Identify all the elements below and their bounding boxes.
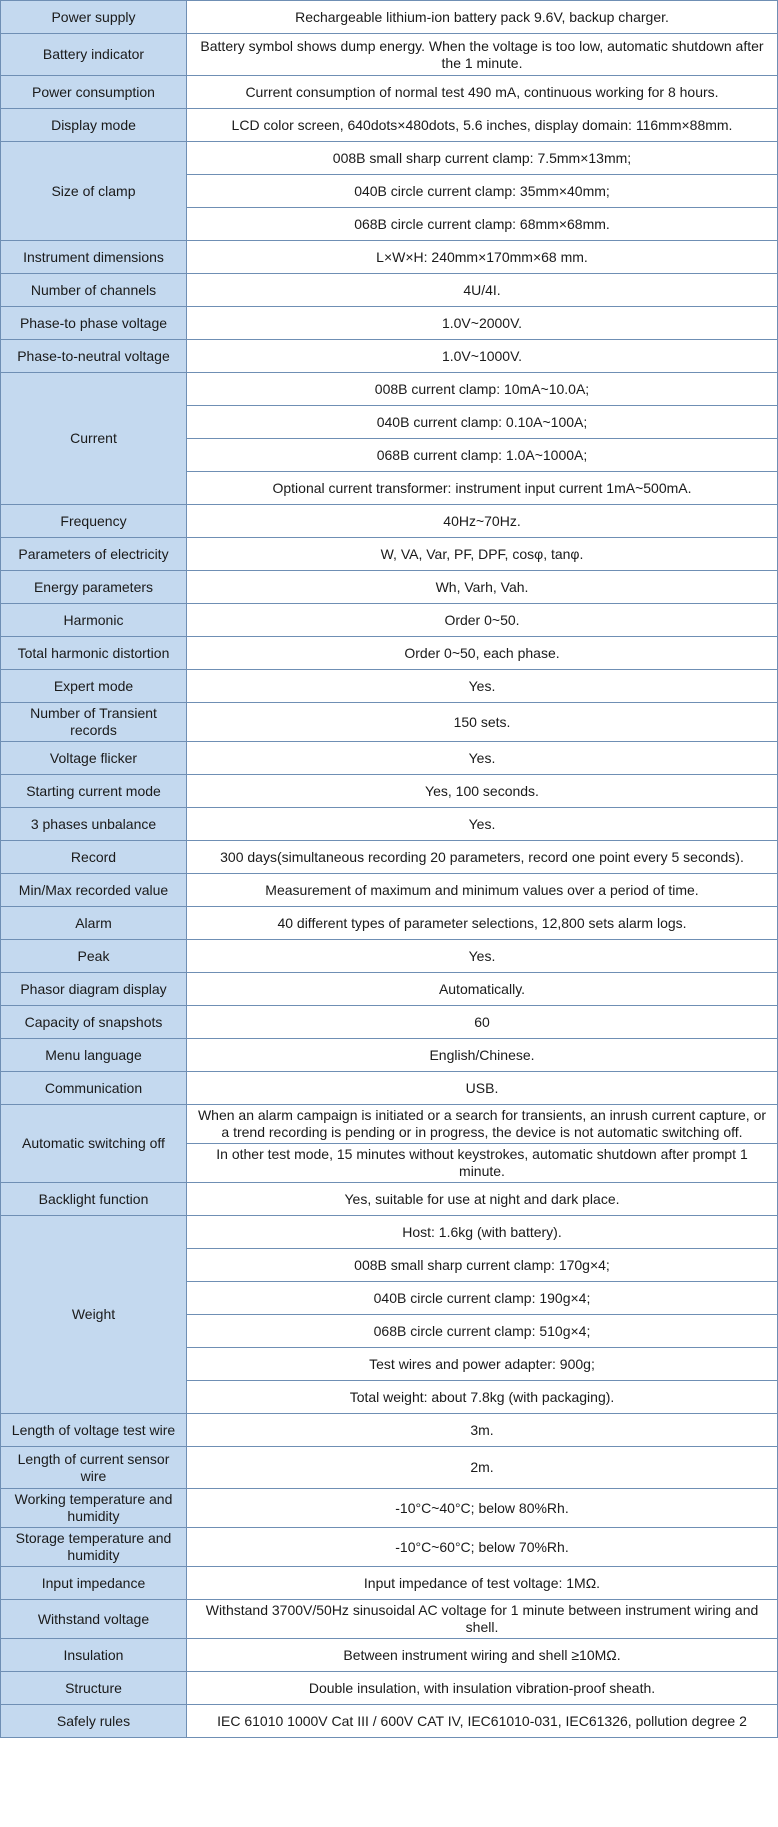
spec-label: Starting current mode	[1, 775, 187, 808]
spec-value: Measurement of maximum and minimum values over a period of time.	[187, 874, 778, 907]
spec-row	[1, 1489, 778, 1528]
spec-label: Total harmonic distortion	[1, 637, 187, 670]
spec-value: Rechargeable lithium-ion battery pack 9.6V, backup charger.	[187, 1, 778, 34]
spec-value: English/Chinese.	[187, 1039, 778, 1072]
spec-row	[1, 1639, 778, 1672]
spec-value: Automatically.	[187, 973, 778, 1006]
spec-label: Capacity of snapshots	[1, 1006, 187, 1039]
spec-value: 4U/4I.	[187, 274, 778, 307]
spec-row	[1, 1528, 778, 1567]
spec-label: Number of Transient records	[1, 703, 187, 742]
spec-label: Battery indicator	[1, 34, 187, 76]
spec-label: Power supply	[1, 1, 187, 34]
spec-value: W, VA, Var, PF, DPF, cosφ, tanφ.	[187, 538, 778, 571]
spec-value: Order 0~50, each phase.	[187, 637, 778, 670]
spec-row	[1, 1, 778, 34]
spec-value: 60	[187, 1006, 778, 1039]
spec-label: 3 phases unbalance	[1, 808, 187, 841]
spec-value: 008B small sharp current clamp: 170g×4;	[187, 1249, 778, 1282]
spec-row	[1, 1705, 778, 1738]
spec-row	[1, 907, 778, 940]
spec-row	[1, 1216, 778, 1249]
spec-value: 40 different types of parameter selections, 12,800 sets alarm logs.	[187, 907, 778, 940]
spec-row	[1, 538, 778, 571]
spec-label: Power consumption	[1, 76, 187, 109]
spec-label: Phasor diagram display	[1, 973, 187, 1006]
spec-row	[1, 940, 778, 973]
spec-row	[1, 1006, 778, 1039]
spec-label: Size of clamp	[1, 142, 187, 241]
spec-value: Between instrument wiring and shell ≥10MΩ.	[187, 1639, 778, 1672]
spec-row	[1, 775, 778, 808]
spec-row	[1, 307, 778, 340]
spec-value: LCD color screen, 640dots×480dots, 5.6 inches, display domain: 116mm×88mm.	[187, 109, 778, 142]
spec-value: -10°C~60°C; below 70%Rh.	[187, 1528, 778, 1567]
spec-row	[1, 1672, 778, 1705]
spec-value: L×W×H: 240mm×170mm×68 mm.	[187, 241, 778, 274]
spec-value: Yes.	[187, 742, 778, 775]
spec-value: 008B small sharp current clamp: 7.5mm×13mm;	[187, 142, 778, 175]
spec-row	[1, 874, 778, 907]
spec-value: Double insulation, with insulation vibration-proof sheath.	[187, 1672, 778, 1705]
spec-label: Withstand voltage	[1, 1600, 187, 1639]
spec-label: Phase-to-neutral voltage	[1, 340, 187, 373]
spec-value: 1.0V~2000V.	[187, 307, 778, 340]
spec-label: Communication	[1, 1072, 187, 1105]
spec-label: Voltage flicker	[1, 742, 187, 775]
spec-value: 068B circle current clamp: 510g×4;	[187, 1315, 778, 1348]
spec-label: Weight	[1, 1216, 187, 1414]
spec-value: 40Hz~70Hz.	[187, 505, 778, 538]
spec-label: Input impedance	[1, 1567, 187, 1600]
spec-value: 1.0V~1000V.	[187, 340, 778, 373]
spec-label: Energy parameters	[1, 571, 187, 604]
spec-value: Current consumption of normal test 490 mA, continuous working for 8 hours.	[187, 76, 778, 109]
spec-value: 040B circle current clamp: 190g×4;	[187, 1282, 778, 1315]
spec-label: Parameters of electricity	[1, 538, 187, 571]
spec-value: 040B current clamp: 0.10A~100A;	[187, 406, 778, 439]
spec-row	[1, 604, 778, 637]
spec-row	[1, 142, 778, 175]
spec-label: Min/Max recorded value	[1, 874, 187, 907]
spec-value: -10°C~40°C; below 80%Rh.	[187, 1489, 778, 1528]
spec-row	[1, 637, 778, 670]
spec-row	[1, 1105, 778, 1144]
spec-row	[1, 1072, 778, 1105]
spec-label: Working temperature and humidity	[1, 1489, 187, 1528]
spec-value: 068B current clamp: 1.0A~1000A;	[187, 439, 778, 472]
spec-value: Test wires and power adapter: 900g;	[187, 1348, 778, 1381]
spec-row	[1, 274, 778, 307]
spec-value: 068B circle current clamp: 68mm×68mm.	[187, 208, 778, 241]
spec-value: USB.	[187, 1072, 778, 1105]
spec-value: Optional current transformer: instrument input current 1mA~500mA.	[187, 472, 778, 505]
spec-row	[1, 109, 778, 142]
spec-label: Harmonic	[1, 604, 187, 637]
spec-value: Order 0~50.	[187, 604, 778, 637]
spec-label: Phase-to phase voltage	[1, 307, 187, 340]
spec-row	[1, 670, 778, 703]
spec-label: Automatic switching off	[1, 1105, 187, 1183]
spec-label: Current	[1, 373, 187, 505]
spec-label: Expert mode	[1, 670, 187, 703]
spec-value: 040B circle current clamp: 35mm×40mm;	[187, 175, 778, 208]
spec-value: Yes.	[187, 670, 778, 703]
spec-label: Storage temperature and humidity	[1, 1528, 187, 1567]
spec-label: Length of voltage test wire	[1, 1414, 187, 1447]
spec-row	[1, 1447, 778, 1489]
spec-label: Backlight function	[1, 1183, 187, 1216]
spec-row	[1, 1183, 778, 1216]
spec-row	[1, 1600, 778, 1639]
spec-value: When an alarm campaign is initiated or a search for transients, an inrush current capture, or a trend recording is pending or in progress, the device is not automatic switching off.	[187, 1105, 778, 1144]
spec-value: Host: 1.6kg (with battery).	[187, 1216, 778, 1249]
spec-label: Safely rules	[1, 1705, 187, 1738]
spec-value: Wh, Varh, Vah.	[187, 571, 778, 604]
spec-row	[1, 340, 778, 373]
spec-value: Yes.	[187, 808, 778, 841]
spec-value: In other test mode, 15 minutes without keystrokes, automatic shutdown after prompt 1 minute.	[187, 1144, 778, 1183]
spec-row	[1, 373, 778, 406]
spec-value: 3m.	[187, 1414, 778, 1447]
spec-row	[1, 241, 778, 274]
spec-value: Battery symbol shows dump energy. When the voltage is too low, automatic shutdown after the 1 minute.	[187, 34, 778, 76]
spec-value: 150 sets.	[187, 703, 778, 742]
spec-value: Input impedance of test voltage: 1MΩ.	[187, 1567, 778, 1600]
spec-row	[1, 1567, 778, 1600]
specification-table-body	[1, 1, 778, 1738]
spec-row	[1, 571, 778, 604]
spec-label: Structure	[1, 1672, 187, 1705]
spec-value: 008B current clamp: 10mA~10.0A;	[187, 373, 778, 406]
spec-value: 300 days(simultaneous recording 20 parameters, record one point every 5 seconds).	[187, 841, 778, 874]
spec-label: Instrument dimensions	[1, 241, 187, 274]
spec-row	[1, 841, 778, 874]
spec-label: Length of current sensor wire	[1, 1447, 187, 1489]
spec-label: Peak	[1, 940, 187, 973]
spec-row	[1, 973, 778, 1006]
spec-row	[1, 76, 778, 109]
spec-label: Insulation	[1, 1639, 187, 1672]
spec-label: Record	[1, 841, 187, 874]
spec-value: Withstand 3700V/50Hz sinusoidal AC voltage for 1 minute between instrument wiring and shell.	[187, 1600, 778, 1639]
spec-label: Menu language	[1, 1039, 187, 1072]
spec-value: Total weight: about 7.8kg (with packaging).	[187, 1381, 778, 1414]
spec-row	[1, 703, 778, 742]
spec-label: Frequency	[1, 505, 187, 538]
spec-row	[1, 1414, 778, 1447]
spec-label: Display mode	[1, 109, 187, 142]
spec-value: Yes, 100 seconds.	[187, 775, 778, 808]
spec-label: Number of channels	[1, 274, 187, 307]
spec-row	[1, 1039, 778, 1072]
spec-value: Yes, suitable for use at night and dark place.	[187, 1183, 778, 1216]
spec-label: Alarm	[1, 907, 187, 940]
spec-value: Yes.	[187, 940, 778, 973]
spec-row	[1, 742, 778, 775]
spec-value: IEC 61010 1000V Cat III / 600V CAT IV, IEC61010-031, IEC61326, pollution degree 2	[187, 1705, 778, 1738]
spec-value: 2m.	[187, 1447, 778, 1489]
spec-row	[1, 505, 778, 538]
spec-row	[1, 808, 778, 841]
spec-row	[1, 34, 778, 76]
